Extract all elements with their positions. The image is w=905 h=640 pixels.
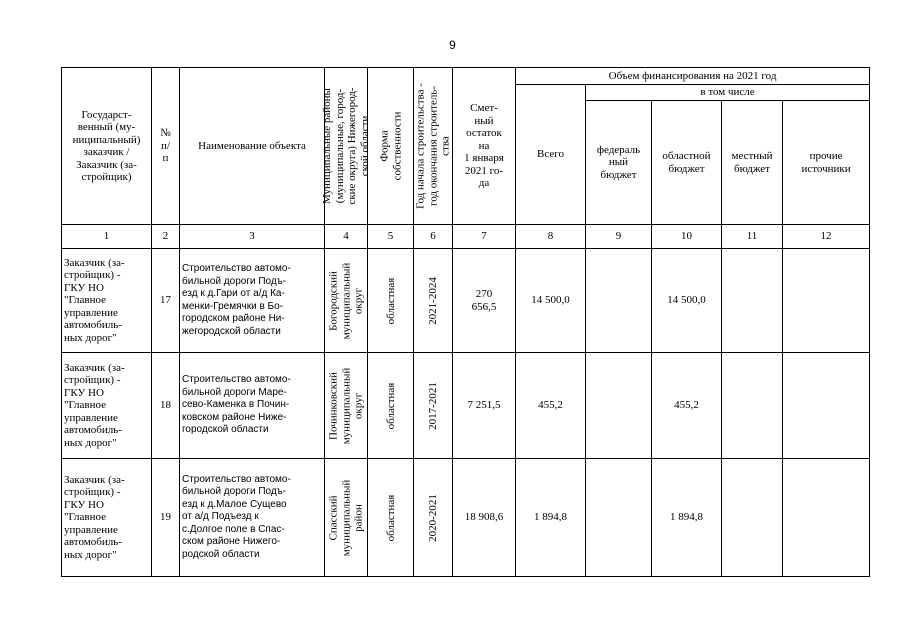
header-years: Год начала строительства - год окончания строитель- ства xyxy=(414,68,453,225)
cell-other xyxy=(783,459,870,577)
cell-years: 2017-2021 xyxy=(414,353,453,459)
col-num: 5 xyxy=(368,225,414,249)
col-num: 3 xyxy=(180,225,325,249)
cell-other xyxy=(783,353,870,459)
cell-remainder: 270 656,5 xyxy=(453,249,516,353)
header-object-name: Наименование объекта xyxy=(180,68,325,225)
cell-ownership: областная xyxy=(368,459,414,577)
cell-federal xyxy=(586,459,652,577)
column-numbers-row xyxy=(62,225,870,249)
header-regional: областной бюджет xyxy=(652,101,722,225)
header-remainder: Смет- ный остаток на 1 января 2021 го- да xyxy=(453,68,516,225)
header-customer: Государст- венный (му- ниципальный) заказчик / Заказчик (за- стройщик) xyxy=(62,68,152,225)
header-total: Всего xyxy=(516,85,586,225)
financing-table xyxy=(61,67,870,577)
header-number: № п/ п xyxy=(152,68,180,225)
header-financing: Объем финансирования на 2021 год xyxy=(516,68,870,85)
cell-district: Богородский муниципальный округ xyxy=(325,249,368,353)
cell-customer: Заказчик (за- стройщик) - ГКУ НО "Главное управление автомобиль- ных дорог" xyxy=(62,249,152,353)
page-number: 9 xyxy=(449,38,456,52)
cell-total: 455,2 xyxy=(516,353,586,459)
cell-remainder: 7 251,5 xyxy=(453,353,516,459)
table-row xyxy=(62,249,870,353)
cell-object: Строительство автомо- бильной дороги Подъ- езд к д.Гари от а/д Ка- менки-Гремячки в Бо- городском районе Ни- жегородской области xyxy=(180,249,325,353)
col-num: 1 xyxy=(62,225,152,249)
cell-ownership: областная xyxy=(368,353,414,459)
header-districts: Муниципальные районы (муниципальные, город- ские округа) Нижегород- ской области xyxy=(325,68,368,225)
cell-object: Строительство автомо- бильной дороги Подъ- езд к д.Малое Сущево от а/д Подъезд к с.Долгое поле в Спас- ском районе Нижего- родской области xyxy=(180,459,325,577)
header-including: в том числе xyxy=(586,85,870,101)
header-row-1 xyxy=(62,68,870,85)
cell-other xyxy=(783,249,870,353)
cell-regional: 455,2 xyxy=(652,353,722,459)
cell-years: 2021-2024 xyxy=(414,249,453,353)
cell-local xyxy=(722,249,783,353)
col-num: 4 xyxy=(325,225,368,249)
cell-regional: 1 894,8 xyxy=(652,459,722,577)
table-row xyxy=(62,459,870,577)
cell-years: 2020-2021 xyxy=(414,459,453,577)
header-ownership: Форма собственности xyxy=(368,68,414,225)
cell-district: Починковский муниципальный округ xyxy=(325,353,368,459)
cell-regional: 14 500,0 xyxy=(652,249,722,353)
col-num: 7 xyxy=(453,225,516,249)
cell-local xyxy=(722,459,783,577)
header-local: местный бюджет xyxy=(722,101,783,225)
cell-federal xyxy=(586,353,652,459)
col-num: 6 xyxy=(414,225,453,249)
cell-remainder: 18 908,6 xyxy=(453,459,516,577)
col-num: 9 xyxy=(586,225,652,249)
cell-number: 18 xyxy=(152,353,180,459)
col-num: 12 xyxy=(783,225,870,249)
cell-total: 1 894,8 xyxy=(516,459,586,577)
col-num: 8 xyxy=(516,225,586,249)
cell-number: 19 xyxy=(152,459,180,577)
header-federal: федераль ный бюджет xyxy=(586,101,652,225)
cell-district: Спасский муниципальный район xyxy=(325,459,368,577)
cell-local xyxy=(722,353,783,459)
header-other: прочие источники xyxy=(783,101,870,225)
col-num: 10 xyxy=(652,225,722,249)
cell-customer: Заказчик (за- стройщик) - ГКУ НО "Главное управление автомобиль- ных дорог" xyxy=(62,459,152,577)
cell-object: Строительство автомо- бильной дороги Маре- сево-Каменка в Почин- ковском районе Ниже- городской области xyxy=(180,353,325,459)
cell-total: 14 500,0 xyxy=(516,249,586,353)
cell-federal xyxy=(586,249,652,353)
cell-number: 17 xyxy=(152,249,180,353)
table-row xyxy=(62,353,870,459)
col-num: 2 xyxy=(152,225,180,249)
cell-customer: Заказчик (за- стройщик) - ГКУ НО "Главное управление автомобиль- ных дорог" xyxy=(62,353,152,459)
cell-ownership: областная xyxy=(368,249,414,353)
col-num: 11 xyxy=(722,225,783,249)
